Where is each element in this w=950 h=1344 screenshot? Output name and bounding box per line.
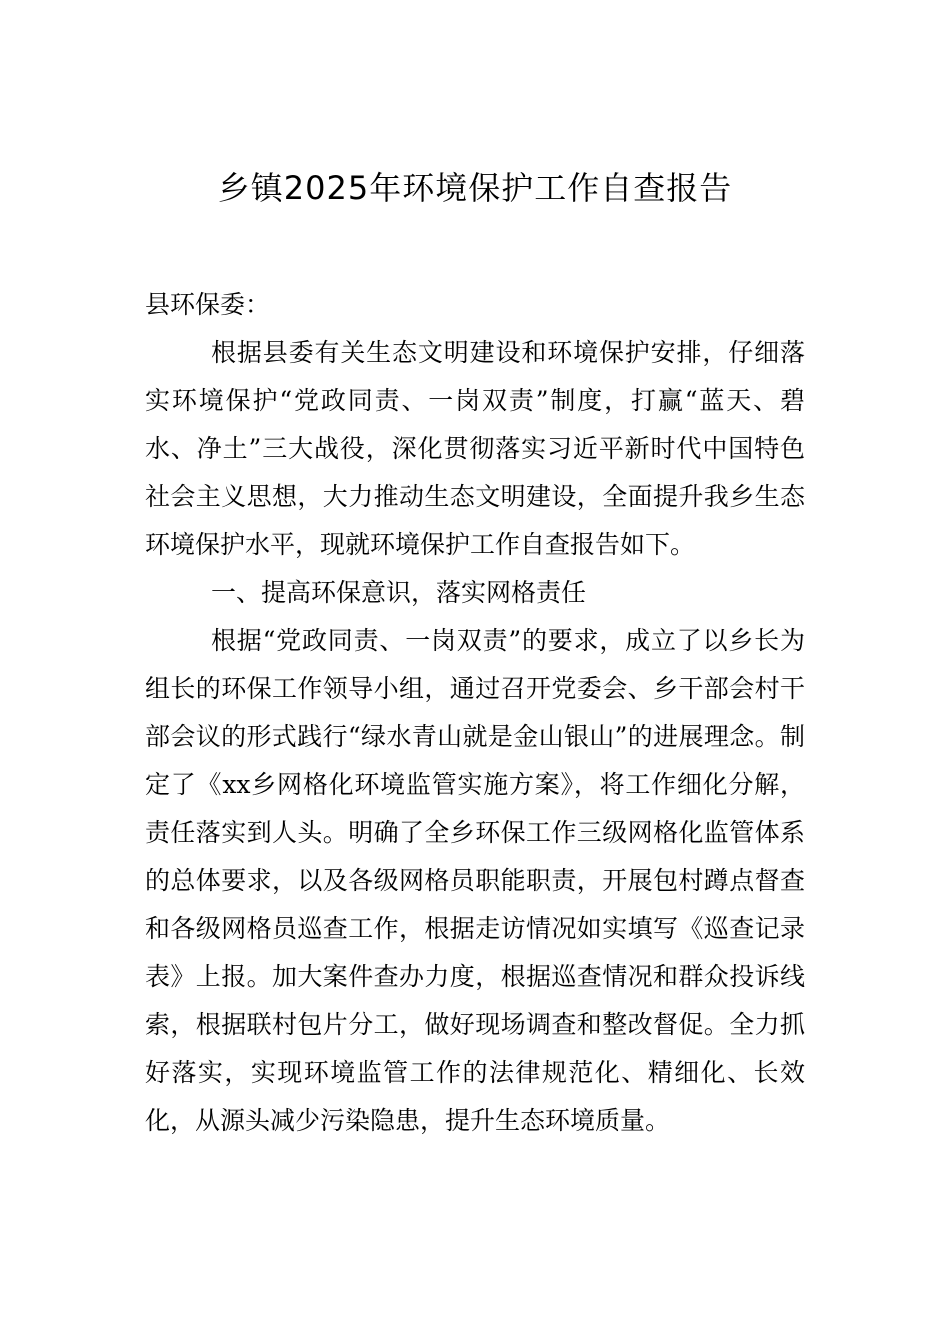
salutation: 县环保委： xyxy=(145,290,271,319)
section-1-paragraph: 根据“党政同责、一岗双责”的要求，成立了以乡长为组长的环保工作领导小组，通过召开党委会、乡干部会村干部会议的形式践行“绿水青山就是金山银山”的进展理念。制定了《xx乡网格化环境监管实施方案》，将工作细化分解，责任落实到人头。明确了全乡环保工作三级网格化监管体系的总体要求，以及各级网格员职能职责，开展包村蹲点督查和各级网格员巡查工作，根据走访情况如实填写《巡查记录表》上报。加大案件查办力度，根据巡查情况和群众投诉线索，根据联村包片分工，做好现场调查和整改督促。全力抓好落实，实现环境监管工作的法律规范化、精细化、长效化，从源头减少污染隐患，提升生态环境质量。 xyxy=(145,626,805,1135)
document-title: 乡镇2025年环境保护工作自查报告 xyxy=(217,169,733,207)
section-heading-1: 一、提高环保意识，落实网格责任 xyxy=(211,578,587,607)
document-body xyxy=(145,281,805,1145)
intro-paragraph: 根据县委有关生态文明建设和环境保护安排，仔细落实环境保护“党政同责、一岗双责”制度，打赢“蓝天、碧水、净土”三大战役，深化贯彻落实习近平新时代中国特色社会主义思想，大力推动生态文明建设，全面提升我乡生态环境保护水平，现就环境保护工作自查报告如下。 xyxy=(145,338,805,559)
